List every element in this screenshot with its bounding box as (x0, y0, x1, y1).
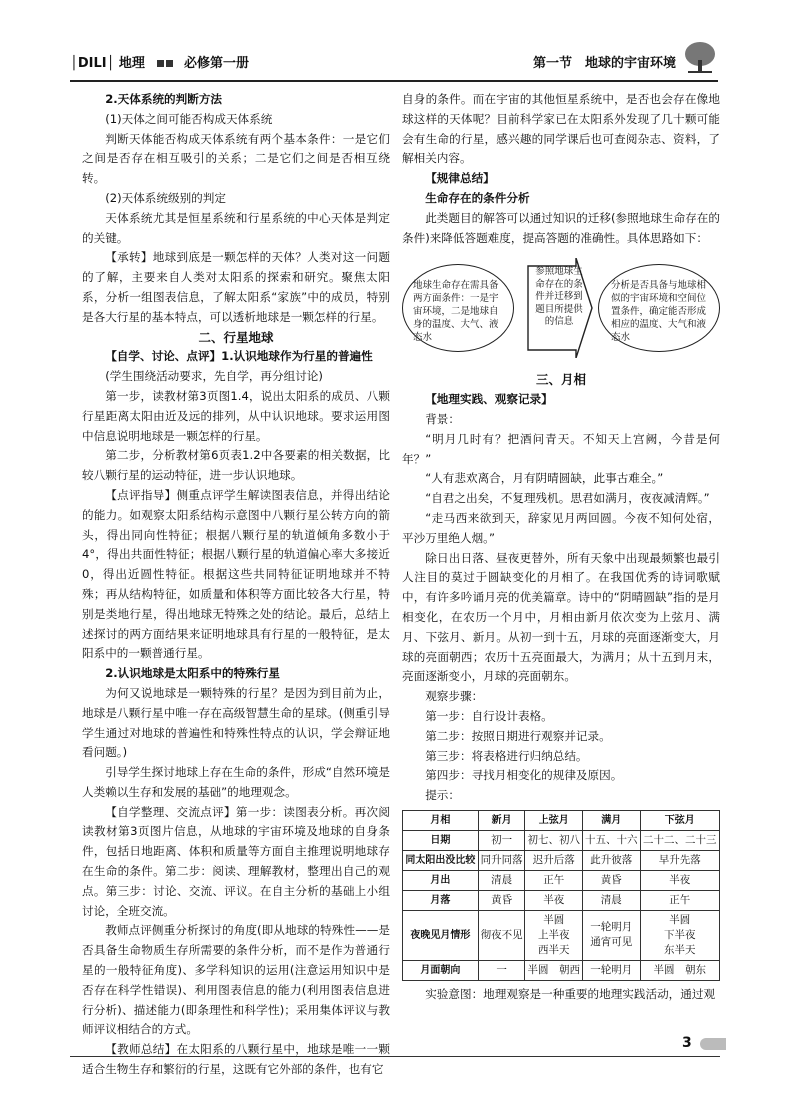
paragraph: 二、行星地球 (198, 329, 274, 345)
section-title: 第一节 地球的宇宙环境 (532, 56, 676, 71)
book-label: 必修第一册 (184, 56, 250, 71)
diagram-right-ellipse: 分析是否具备与地球相似的宇宙环境和空间位置条件，确定能否形成相应的温度、大气和液态水 (598, 264, 720, 352)
paragraph: 第二步：按照日期进行观察并记录。 (425, 728, 611, 743)
left-column (82, 90, 390, 1080)
paragraph: 观察步骤： (425, 689, 484, 704)
paragraph: “明月几时有？把酒问青天。不知天上宫阙，今昔是何年？” (402, 431, 720, 466)
table-row (403, 910, 720, 960)
paragraph: 除日出日落、昼夜更替外，所有天象中出现最频繁也最引人注目的莫过于圆缺变化的月相了。在我国优秀的诗词歌赋中，有许多吟诵月亮的优美篇章。诗中的“阴晴圆缺”指的是月相变化，在农历一个月中，月相由新月依次变为上弦月、满月、下弦月、新月。从初一到十五，月球的亮面逐渐变大，月球的亮面朝西；农历十五亮面最大，为满月；从十五到月末，亮面逐渐变小，月球的亮面朝东。 (402, 550, 720, 684)
table-cell: 此升彼落 (583, 850, 641, 870)
paragraph: 【地理实践、观察记录】 (425, 392, 553, 407)
paragraph: 【教师总结】在太阳系的八颗行星中，地球是唯一一颗适合生物生存和繁衍的行星，这既有它外部的条件，也有它 (82, 1042, 390, 1077)
table-cell: 日期 (403, 830, 479, 850)
life-condition-diagram (402, 254, 720, 362)
table-cell: 清晨 (583, 890, 641, 910)
right-column (402, 90, 720, 1005)
paragraph: 第二步，分析教材第6页表1.2中各要素的相关数据，比较八颗行星的运动特征，进一步认识地球。 (82, 448, 390, 483)
table-cell: 半夜 (525, 890, 583, 910)
page-number: 3 (682, 1035, 692, 1051)
paragraph: “走马西来欲到天，辞家见月两回圆。今夜不知何处宿，平沙万里绝人烟。” (402, 510, 720, 545)
paragraph: (1)天体之间可能否构成天体系统 (105, 111, 273, 126)
paragraph: 三、月相 (535, 372, 586, 388)
page-tab-decoration (700, 1038, 726, 1050)
table-cell: 半圆 朝东 (640, 960, 719, 980)
paragraph: (学生围绕活动要求，先自学，再分组讨论) (105, 369, 323, 384)
paragraph: 引导学生探讨地球上存在生命的条件，形成“自然环境是人类赖以生存和发展的基础”的地理观念。 (82, 765, 390, 799)
table-cell: 清晨 (478, 870, 525, 890)
table-cell: 一轮明月 通宵可见 (583, 910, 641, 960)
table-cell: 初七、初八 (525, 830, 583, 850)
paragraph: 背景： (425, 411, 460, 426)
paragraph: 第一步，读教材第3页图1.4，说出太阳系的成员、八颗行星距离太阳由近及远的排列，从中认识地球。要求运用图中信息说明地球是一颗怎样的行星。 (82, 388, 390, 443)
table-cell: 黄昏 (478, 890, 525, 910)
table-header-cell: 新月 (478, 810, 525, 830)
paragraph: 天体系统尤其是恒星系统和行星系统的中心天体是判定的关键。 (82, 210, 390, 245)
square-icon (166, 60, 173, 67)
diagram-left-ellipse: 地球生命存在需具备两方面条件：一是宇宙环境，二是地球自身的温度、大气、液态水 (402, 264, 514, 352)
tree-icon (682, 40, 718, 76)
paragraph: (2)天体系统级别的判定 (105, 190, 226, 205)
table-row (403, 850, 720, 870)
paragraph: 此类题目的解答可以通过知识的迁移(参照地球生命存在的条件)来降低答题难度，提高答题的准确性。具体思路如下： (402, 210, 720, 245)
paragraph: “人有悲欢离合，月有阴晴圆缺，此事古难全。” (425, 471, 664, 486)
table-cell: 半圆 上半夜 西半天 (525, 910, 583, 960)
table-cell: 同升同落 (478, 850, 525, 870)
header-left (70, 52, 249, 71)
paragraph: 【规律总结】 (425, 171, 495, 186)
diagram-middle-text: 参照地球生命存在的条件并迁移到题目所提供的信息 (535, 266, 583, 328)
moon-phase-table (402, 810, 720, 981)
table-header-row (403, 810, 720, 830)
table-header-cell: 上弦月 (525, 810, 583, 830)
right-bottom-text (402, 985, 720, 1005)
paragraph: 判断天体能否构成天体系统有两个基本条件：一是它们之间是否存在相互吸引的关系；二是它们之间是否相互绕转。 (82, 131, 390, 186)
table-row (403, 890, 720, 910)
table-cell: 一轮明月 (583, 960, 641, 980)
paragraph: 第三步：将表格进行归纳总结。 (425, 748, 588, 763)
table-cell: 半圆 下半夜 东半天 (640, 910, 719, 960)
paragraph: 为何又说地球是一颗特殊的行星？是因为到目前为止，地球是八颗行星中唯一存在高级智慧生命的星球。(侧重引导学生通过对地球的普遍性和特殊性特点的认识，学会辩证地看问题。) (82, 685, 390, 760)
right-top-text (402, 90, 720, 248)
table-cell: 初一 (478, 830, 525, 850)
paragraph: 【自学、讨论、点评】1.认识地球作为行星的普遍性 (105, 349, 373, 364)
table-cell: 月出 (403, 870, 479, 890)
paragraph: 第四步：寻找月相变化的规律及原因。 (425, 768, 623, 783)
table-cell: 月落 (403, 890, 479, 910)
table-cell: 半圆 朝西 (525, 960, 583, 980)
table-cell: 月面朝向 (403, 960, 479, 980)
table-cell: 彻夜不见 (478, 910, 525, 960)
table-row (403, 830, 720, 850)
paragraph: 2.天体系统的判断方法 (105, 92, 223, 106)
paragraph: 实验意图：地理观察是一种重要的地理实践活动，通过观 (425, 986, 716, 1001)
table-cell: 十五、十六 (583, 830, 641, 850)
paragraph: 提示： (425, 788, 460, 803)
square-icon (157, 60, 164, 67)
table-row (403, 870, 720, 890)
right-mid-text (402, 370, 720, 806)
table-row (403, 960, 720, 980)
table-cell: 迟升后落 (525, 850, 583, 870)
table-cell: 黄昏 (583, 870, 641, 890)
paragraph: 【自学整理、交流点评】第一步：读图表分析。再次阅读教材第3页图片信息，从地球的宇宙环境及地球的自身条件，包括日地距离、体积和质量等方面自主推理说明地球存在生命的条件。第二步：阅读、理解教材，整理出自己的观点。第三步：讨论、交流、评议。在自主分析的基础上小组讨论，全班交流。 (82, 804, 390, 918)
table-header-cell: 满月 (583, 810, 641, 830)
table-cell: 一 (478, 960, 525, 980)
paragraph: 【承转】地球到底是一颗怎样的天体？人类对这一问题的了解，主要来自人类对太阳系的探索和研究。聚焦太阳系，分析一组图表信息，了解太阳系“家族”中的成员，特别是各大行星的基本特点，可以透析地球是一颗怎样的行星。 (82, 250, 390, 324)
page-header (70, 40, 718, 76)
paragraph: 教师点评侧重分析探讨的角度(即从地球的特殊性——是否具备生命物质生存所需要的条件分析，而不是作为普通行星的一般特征角度)、多学科知识的运用(注意运用知识中是否存在科学性错误)、利用图表信息的能力(利用图表信息进行分析)、描述能力(即条理性和科学性)；采用集体评议与教师评议相结合的方式。 (82, 923, 390, 1037)
table-cell: 半夜 (640, 870, 719, 890)
header-rule (70, 80, 718, 82)
table-cell: 夜晚见月情形 (403, 910, 479, 960)
table-cell: 同太阳出没比较 (403, 850, 479, 870)
paragraph: 第一步：自行设计表格。 (425, 708, 553, 723)
paragraph: 【点评指导】侧重点评学生解读图表信息，并得出结论的能力。如观察太阳系结构示意图中八颗行星公转方向的箭头，得出同向性特征；根据八颗行星的轨道倾角多数小于4°，得出共面性特征；根据八颗行星的轨道偏心率大多接近0，得出近圆性特征。根据这些共同特征证明地球并不特殊；再从结构特征，如质量和体积等方面比较各大行星，特别是类地行星，得出地球无特殊之处的结论。最后，总结上述探讨的两方面结果来证明地球具有行星的一般特征，是太阳系中的一颗普通行星。 (82, 487, 390, 661)
paragraph: 生命存在的条件分析 (425, 190, 530, 205)
table-cell: 二十二、二十三 (640, 830, 719, 850)
table-cell: 早升先落 (640, 850, 719, 870)
table-cell: 正午 (640, 890, 719, 910)
paragraph: 2.认识地球是太阳系中的特殊行星 (105, 666, 280, 681)
footer-rule (70, 1056, 720, 1057)
table-cell: 正午 (525, 870, 583, 890)
paragraph: “自君之出矣，不复理残机。思君如满月，夜夜减清辉。” (425, 491, 710, 506)
table-header-cell: 下弦月 (640, 810, 719, 830)
paragraph: 自身的条件。而在宇宙的其他恒星系统中，是否也会存在像地球这样的天体呢？目前科学家已在太阳系外发现了几十颗可能会有生命的行星，感兴趣的同学课后也可查阅杂志、资料，了解相关内容。 (402, 92, 720, 166)
table-header-cell: 月相 (403, 810, 479, 830)
brand-label: │DILI│ 地理 (70, 56, 145, 71)
